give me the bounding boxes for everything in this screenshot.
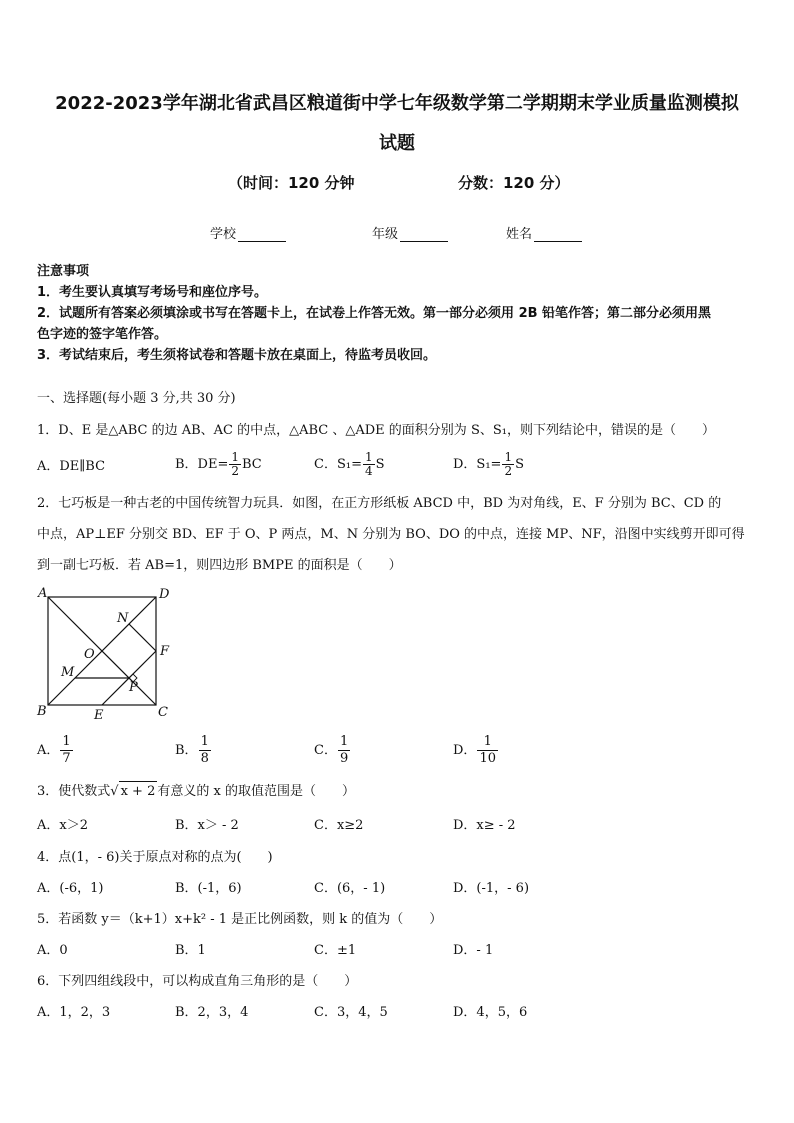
q5-option-b[interactable]: B．1	[175, 943, 206, 958]
sqrt-symbol: √	[110, 784, 119, 799]
q4-option-b[interactable]: B．(-1，6)	[175, 881, 242, 896]
q3-option-b[interactable]: B．x＞ - 2	[175, 818, 239, 833]
q3-stem-suffix: 有意义的 x 的取值范围是（ ）	[157, 784, 355, 799]
name-field	[506, 223, 582, 242]
page-title-continued: 试题	[379, 133, 415, 154]
numerator: 1	[200, 734, 209, 749]
q1-b-suffix: BC	[242, 457, 262, 472]
q4-option-d[interactable]: D．(-1，- 6)	[453, 881, 530, 896]
q4-option-c[interactable]: C．(6，- 1)	[314, 881, 386, 896]
label-m: M	[61, 665, 75, 680]
q2-d-fraction	[477, 734, 498, 767]
question-5-stem: 5．若函数 y＝（k+1）x+k² - 1 是正比例函数，则 k 的值为（ ）	[37, 912, 443, 927]
note-item-2-cont: 色字迹的签字笔作答。	[37, 327, 168, 342]
numerator: 1	[364, 450, 373, 464]
label-b: B	[37, 704, 47, 719]
note-item-2: 2．试题所有答案必须填涂或书写在答题卡上，在试卷上作答无效。第一部分必须用 2B 铅笔作答；第二部分必须用黑	[37, 306, 712, 321]
numerator: 1	[339, 734, 349, 749]
question-4-stem: 4．点(1，- 6)关于原点对称的点为( )	[37, 850, 273, 865]
q1-c-suffix: S	[375, 457, 385, 472]
q1-d-fraction	[502, 451, 514, 478]
q3-option-c[interactable]: C．x≥2	[314, 818, 364, 833]
label-e: E	[94, 708, 104, 721]
grade-field	[372, 223, 448, 242]
grade-label: 年级	[372, 227, 399, 242]
q3-radicand: x + 2	[119, 781, 158, 802]
q2-option-c[interactable]	[314, 734, 351, 767]
numerator: 1	[504, 450, 513, 464]
q2-a-fraction	[60, 734, 72, 767]
label-n: N	[117, 611, 129, 626]
label-f: F	[160, 644, 170, 659]
school-blank[interactable]	[238, 228, 286, 242]
q1-c-prefix: C．S₁=	[314, 457, 362, 472]
name-label: 姓名	[506, 227, 533, 242]
q3-option-a[interactable]: A．x＞2	[37, 818, 88, 833]
q1-option-a[interactable]: A．DE∥BC	[37, 459, 106, 474]
numerator: 1	[231, 450, 239, 464]
note-item-1: 1．考生要认真填写考场号和座位序号。	[37, 285, 268, 300]
notes-heading: 注意事项	[37, 264, 90, 279]
q1-option-c[interactable]	[314, 451, 385, 478]
exam-time: （时间：120 分钟	[228, 174, 355, 192]
question-2-line-3: 到一副七巧板．若 AB=1，则四边形 BMPE 的面积是（ ）	[37, 558, 402, 573]
name-blank[interactable]	[534, 228, 582, 242]
q2-option-a[interactable]	[37, 734, 74, 767]
question-2-line-2: 中点，AP⊥EF 分别交 BD、EF 于 O、P 两点，M、N 分别为 BO、DO 的中点，连接 MP、NF，沿图中实线剪开即可得	[37, 527, 745, 542]
school-field	[210, 223, 286, 242]
q2-b-fraction	[199, 734, 211, 767]
q3-stem-prefix: 3．使代数式	[37, 784, 111, 799]
q3-option-d[interactable]: D．x≥ - 2	[453, 818, 516, 833]
q4-option-a[interactable]: A．(-6，1)	[37, 881, 104, 896]
q1-b-prefix: B．DE=	[175, 457, 229, 472]
denominator: 9	[339, 751, 349, 766]
question-6-stem: 6．下列四组线段中，可以构成直角三角形的是（ ）	[37, 974, 358, 989]
numerator: 1	[477, 734, 498, 751]
q2-d-prefix: D．	[453, 743, 477, 758]
q1-d-suffix: S	[515, 457, 524, 472]
numerator: 1	[62, 734, 71, 749]
q5-option-a[interactable]: A．0	[37, 943, 68, 958]
tangram-figure	[34, 585, 174, 721]
page-title: 2022-2023学年湖北省武昌区粮道街中学七年级数学第二学期期末学业质量监测模拟	[55, 93, 739, 114]
note-item-3: 3．考试结束后，考生须将试卷和答题卡放在桌面上，待监考员收回。	[37, 348, 437, 363]
q6-option-b[interactable]: B．2，3，4	[175, 1005, 249, 1020]
line-nf	[129, 624, 156, 651]
q2-a-prefix: A．	[37, 743, 60, 758]
denominator: 10	[479, 751, 496, 766]
question-1-stem: 1．D、E 是△ABC 的边 AB、AC 的中点，△ABC 、△ADE 的面积分别为 S、S₁，则下列结论中，错误的是（ ）	[37, 423, 715, 438]
q2-b-prefix: B．	[175, 743, 198, 758]
q5-option-c[interactable]: C．±1	[314, 943, 357, 958]
q5-option-d[interactable]: D．- 1	[453, 943, 494, 958]
denominator: 8	[200, 751, 209, 766]
q6-option-d[interactable]: D．4，5，6	[453, 1005, 528, 1020]
q2-c-fraction	[338, 734, 350, 767]
label-a: A	[38, 586, 48, 601]
q1-b-fraction	[229, 451, 241, 478]
section-heading: 一、选择题(每小题 3 分,共 30 分)	[37, 391, 236, 406]
question-3-stem	[37, 781, 355, 802]
q1-d-prefix: D．S₁=	[453, 457, 502, 472]
label-d: D	[159, 587, 170, 602]
q2-option-b[interactable]	[175, 734, 212, 767]
denominator: 7	[62, 751, 71, 766]
label-c: C	[158, 705, 168, 720]
label-o: O	[84, 647, 95, 662]
denominator: 2	[504, 464, 513, 478]
denominator: 4	[364, 464, 373, 478]
grade-blank[interactable]	[400, 228, 448, 242]
q6-option-c[interactable]: C．3，4，5	[314, 1005, 388, 1020]
label-p: P	[129, 680, 138, 695]
exam-score: 分数：120 分）	[458, 174, 570, 192]
q2-c-prefix: C．	[314, 743, 337, 758]
q1-option-b[interactable]	[175, 451, 262, 478]
denominator: 2	[231, 464, 239, 478]
question-2-line-1: 2．七巧板是一种古老的中国传统智力玩具．如图，在正方形纸板 ABCD 中，BD 为对角线，E、F 分别为 BC、CD 的	[37, 496, 722, 511]
q1-c-fraction	[363, 451, 375, 478]
q1-option-d[interactable]	[453, 451, 524, 478]
school-label: 学校	[210, 227, 237, 242]
q2-option-d[interactable]	[453, 734, 499, 767]
q6-option-a[interactable]: A．1，2，3	[37, 1005, 111, 1020]
